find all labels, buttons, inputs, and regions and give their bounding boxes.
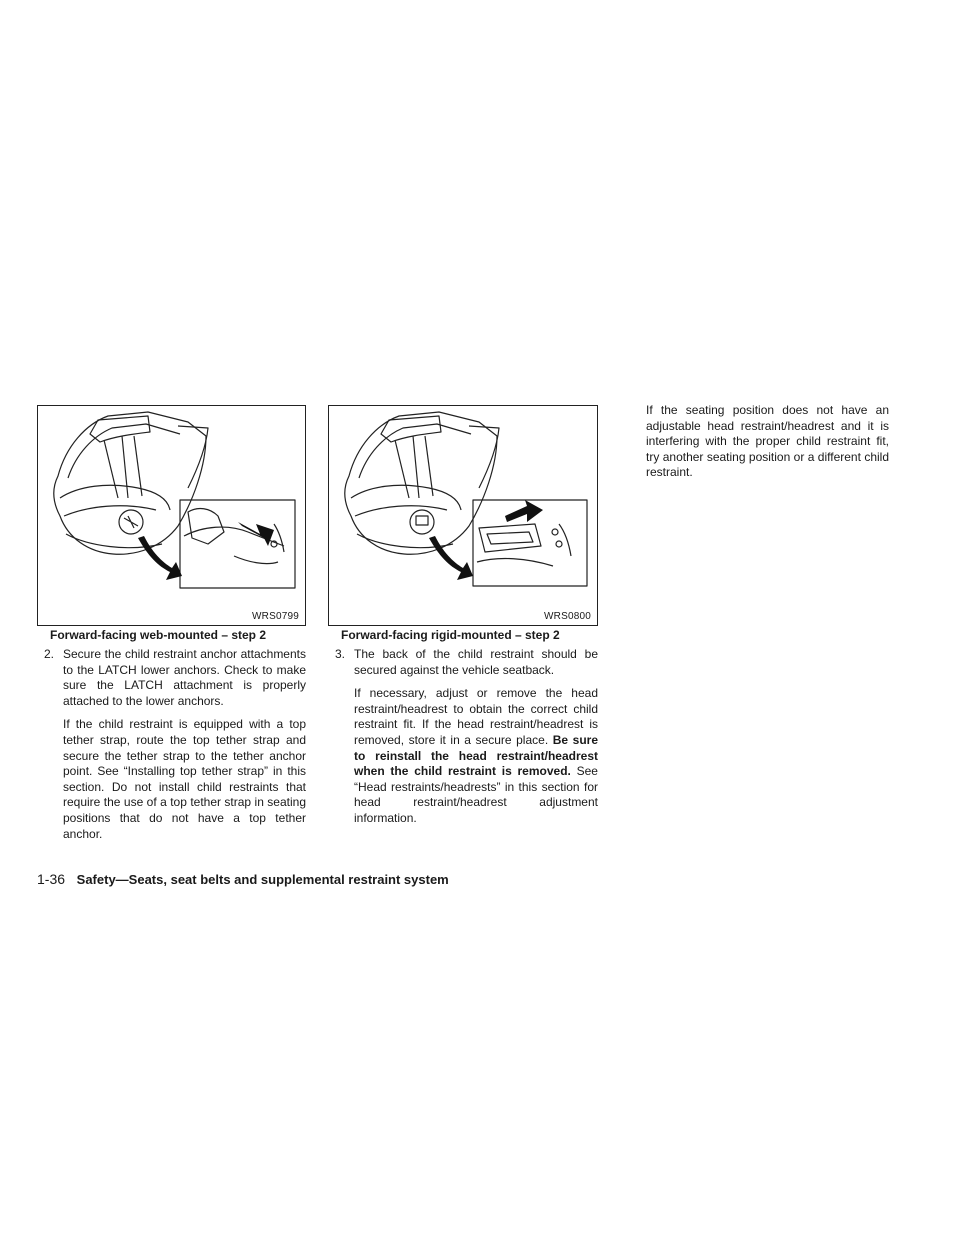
figure-rigid-mounted: [328, 405, 598, 626]
figure-web-mounted: [37, 405, 306, 626]
step-2-paragraph-1: Secure the child restraint anchor attachments to the LATCH lower anchors. Check to make sure the LATCH attachment is properly attached to the lower anchors.: [63, 647, 306, 708]
step-2-paragraph-2: If the child restraint is equipped with a top tether strap, route the top tether strap and secure the tether strap to the tether anchor point. See “Installing top tether strap” in this section. Do not install child restraints that require the use of a top tether strap in seating positions that do not have a top tether anchor.: [63, 717, 306, 841]
section-title: Safety—Seats, seat belts and supplemental restraint system: [76, 872, 449, 887]
figure-code: WRS0800: [544, 611, 591, 622]
text-normal: See “Head restraints/headrests” in this section for head restraint/headrest adjustment information.: [354, 764, 598, 825]
page-number: 1-36: [37, 871, 66, 887]
step-number: 2.: [44, 647, 55, 661]
page-footer: [37, 871, 449, 887]
text-normal: If necessary, adjust or remove the head restraint/headrest to obtain the correct child restraint fit. If the head restraint/headrest is removed, store it in a secure place.: [354, 686, 598, 747]
warning-bold-text: Be sure to reinstall the head restraint/headrest when the child restraint is removed.: [354, 732, 598, 779]
child-seat-illustration: [38, 406, 307, 627]
right-column: [646, 403, 889, 481]
step-3-paragraph-2: [354, 686, 598, 826]
child-seat-illustration: [329, 406, 599, 627]
right-column-paragraph: If the seating position does not have an adjustable head restraint/headrest and it is interfering with the proper child restraint fit, try another seating position or a different child restraint.: [646, 403, 889, 480]
figure-caption: Forward-facing web-mounted – step 2: [50, 628, 267, 642]
step-3-paragraph-1: The back of the child restraint should be secured against the vehicle seatback.: [354, 647, 598, 677]
figure-caption: Forward-facing rigid-mounted – step 2: [341, 628, 560, 642]
step-number: 3.: [335, 647, 346, 661]
figure-code: WRS0799: [252, 611, 299, 622]
